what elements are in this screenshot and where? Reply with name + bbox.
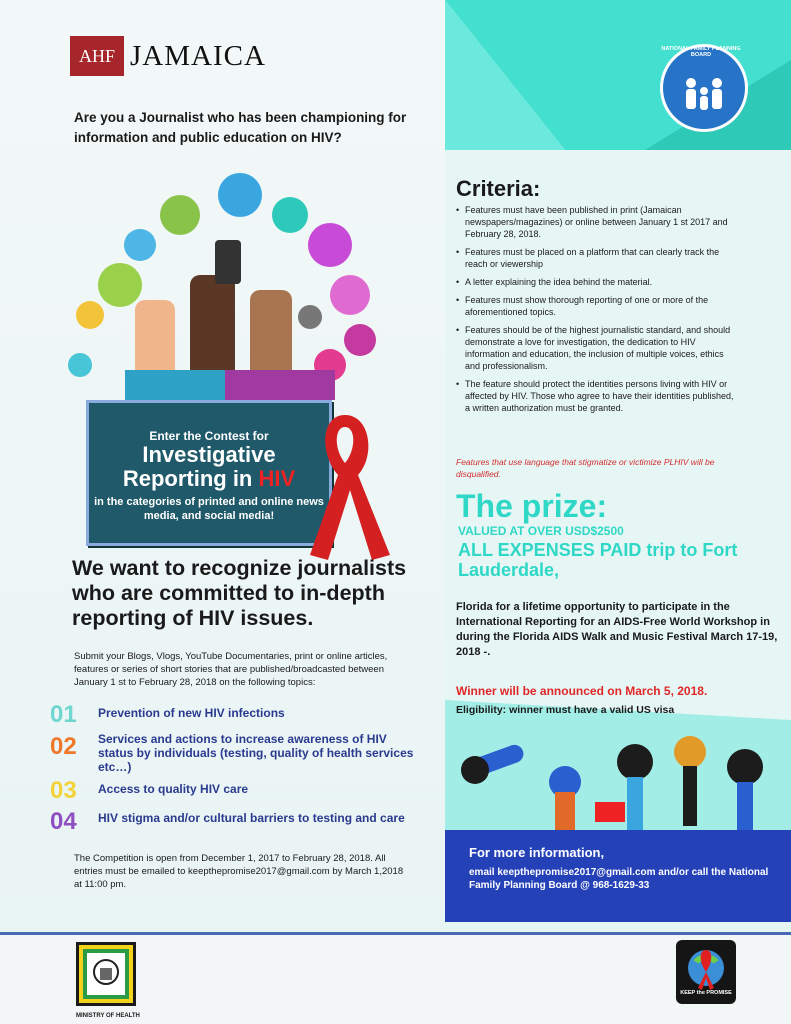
criteria-item: • Features should be of the highest journalistic standard, and should demonstrate a love for investigation, the dedication to HIV information and education, the inclusion of multiple voices, ethics and professionalism. <box>456 324 736 372</box>
ministry-of-health-logo <box>76 942 136 1012</box>
microphones-illustration <box>445 722 791 832</box>
criteria-item: • Features must show thorough reporting of one or more of the aforementioned topics. <box>456 294 736 318</box>
contest-line-3-text: Reporting in <box>122 466 259 491</box>
ahf-jamaica-logo <box>70 36 266 76</box>
headphones-icon <box>344 324 376 356</box>
contact-info-box <box>445 830 791 922</box>
headline: We want to recognize journalists who are committed to in-depth reporting of HIV issues. <box>72 556 407 630</box>
microphone-icon <box>298 305 322 329</box>
contact-title: For more information, <box>469 845 605 860</box>
submit-instructions: Submit your Blogs, Vlogs, YouTube Documentaries, print or online articles, features or series of short stories that are published/broadcasted between January 1 st to February 28, 2018 on the following topics: <box>74 651 388 688</box>
family-icon <box>663 47 745 129</box>
topic-item <box>50 808 420 834</box>
camera-icon <box>272 197 308 233</box>
nfpb-logo-text: NATIONAL FAMILY PLANNING BOARD <box>661 46 741 58</box>
eligibility-note: Eligibility: winner must have a valid US visa <box>456 704 675 716</box>
fist-hand-dark <box>190 275 235 385</box>
prize-trip: ALL EXPENSES PAID trip to Fort Lauderdale, <box>458 540 738 580</box>
sms-icon <box>68 353 92 377</box>
heart-icon <box>308 223 352 267</box>
contest-banner <box>86 400 332 546</box>
prize-title: The prize: <box>456 488 608 524</box>
criteria-title: Criteria: <box>456 176 541 201</box>
contact-details: email keepthepromise2017@gmail.com and/or call the National Family Planning Board @ 968-1629-33 <box>469 867 769 891</box>
disqualification-warning: Features that use language that stigmatize or victimize PLHIV will be disqualified. <box>456 457 715 479</box>
intro-question: Are you a Journalist who has been championing for information and public education on HIV? <box>74 110 407 145</box>
criteria-item: • The feature should protect the identities persons living with HIV or affected by HIV. Those who agree to have their identities published, a written authorization must be granted. <box>456 378 736 414</box>
topic-number: 04 <box>50 808 77 835</box>
topic-text: HIV stigma and/or cultural barriers to testing and care <box>98 811 405 825</box>
criteria-item: • Features must have been published in print (Jamaican newspapers/magazines) or online between January 1 st 2017 and February 28, 2018. <box>456 204 736 240</box>
contest-hiv-word: HIV <box>258 466 296 491</box>
competition-dates: The Competition is open from December 1, 2017 to February 28, 2018. All entries must be emailed to keepthepromise2017@gmail.com by March 1,2018 at 11:00 pm. <box>74 853 404 890</box>
person-icon <box>98 263 142 307</box>
ministry-of-health-text: MINISTRY OF HEALTH <box>76 1013 140 1019</box>
brand-name: JAMAICA <box>130 39 266 72</box>
prize-description: Florida for a lifetime opportunity to participate in the International Reporting for an AIDS-Free World Workshop in during the Florida AIDS Walk and Music Festival March 17-19, 2018 -. <box>456 601 778 658</box>
media-hands-illustration <box>30 165 400 405</box>
chat-icon <box>160 195 200 235</box>
ahf-logo-box: AHF <box>70 36 124 76</box>
criteria-item: • A letter explaining the idea behind the material. <box>456 276 736 288</box>
topic-text: Services and actions to increase awareness of HIV status by individuals (testing, quality of health services etc…) <box>98 732 414 774</box>
topic-number: 03 <box>50 777 77 804</box>
phone-icon <box>218 173 262 217</box>
tablet-icon <box>330 275 370 315</box>
topic-text: Access to quality HIV care <box>98 782 249 796</box>
topic-item <box>50 703 420 727</box>
email-icon <box>124 229 156 261</box>
pencil-icon <box>76 301 104 329</box>
topic-item <box>50 729 420 774</box>
jamaica-crest-icon <box>76 942 136 1012</box>
contest-line-2: Investigative <box>142 442 276 467</box>
prize-value: VALUED AT OVER USD$2500 <box>458 524 624 538</box>
contest-line-1: Enter the Contest for <box>149 429 269 443</box>
topic-number: 02 <box>50 733 77 760</box>
contest-line-4: in the categories of printed and online news media, and social media! <box>94 496 324 522</box>
topic-number: 01 <box>50 701 77 728</box>
keep-the-promise-text: KEEP the PROMISE <box>680 990 732 996</box>
red-ribbon-icon <box>300 405 390 565</box>
criteria-item: • Features must be placed on a platform that can clearly track the reach or viewership <box>456 246 736 270</box>
topic-item <box>50 779 420 803</box>
criteria-list <box>456 204 736 420</box>
smartphone <box>215 240 241 284</box>
topic-text: Prevention of new HIV infections <box>98 706 285 720</box>
winner-announcement: Winner will be announced on March 5, 2018. <box>456 684 708 698</box>
contest-line-3 <box>89 467 329 491</box>
